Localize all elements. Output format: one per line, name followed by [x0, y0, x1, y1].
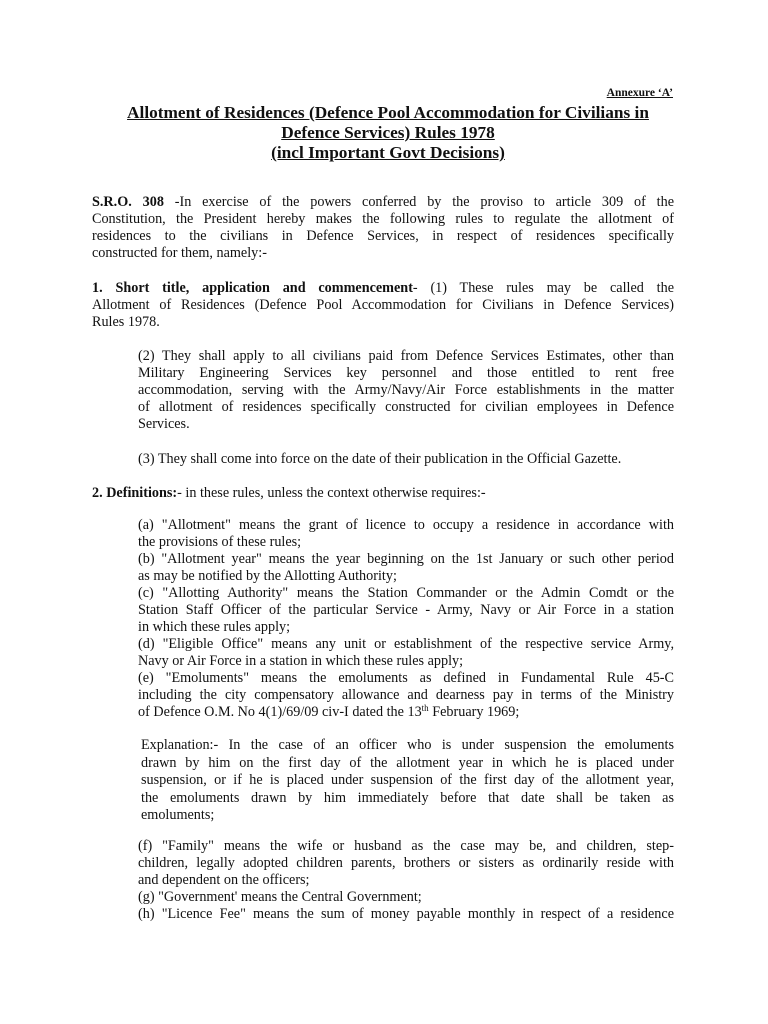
explanation-paragraph	[141, 737, 674, 825]
definition-line: (a) "Allotment" means the grant of licence to occupy a residence in accordance with	[138, 517, 674, 533]
explanation-line: the emoluments drawn by him immediately before that date shall be taken as	[141, 789, 674, 806]
definitions-list	[138, 517, 674, 721]
sro-label: S.R.O. 308	[92, 194, 164, 210]
para-2-line: Military Engineering Services key personnel and those entitled to rent free	[138, 365, 674, 381]
explanation-line: drawn by him on the first day of the allotment year in which he is placed under	[141, 754, 674, 771]
section-2-intro: - in these rules, unless the context otherwise requires:-	[177, 485, 486, 501]
definition-line: (d) "Eligible Office" means any unit or establishment of the respective service Army,	[138, 636, 674, 652]
definitions-list-2	[138, 838, 674, 923]
para-2-line: Services.	[138, 416, 190, 432]
definition-line: as may be notified by the Allotting Authority;	[138, 568, 397, 584]
definition-line: (h) "Licence Fee" means the sum of money payable monthly in respect of a residence	[138, 906, 674, 922]
definition-line: children, legally adopted children parents, brothers or sisters as ordinarily reside with	[138, 855, 674, 871]
para-3-line: (3) They shall come into force on the date of their publication in the Official Gazette.	[138, 451, 622, 467]
section-1-line: Allotment of Residences (Defence Pool Accommodation for Civilians in Defence Services)	[92, 297, 674, 313]
definition-line: (b) "Allotment year" means the year beginning on the 1st January or such other period	[138, 551, 674, 567]
definition-line: (e) "Emoluments" means the emoluments as defined in Fundamental Rule 45-C	[138, 670, 674, 686]
definition-line: including the city compensatory allowance and dearness pay in terms of the Ministry	[138, 687, 674, 703]
para-2-line: (2) They shall apply to all civilians paid from Defence Services Estimates, other than	[138, 348, 674, 364]
definition-line: the provisions of these rules;	[138, 534, 302, 550]
sro-line: constructed for them, namely:-	[92, 245, 267, 261]
explanation-line: suspension, or if he is placed under suspension of the first day of the allotment year,	[141, 772, 674, 788]
definition-line: Station Staff Officer of the particular Service - Army, Navy or Air Force in a station	[138, 602, 674, 618]
explanation-line: Explanation:- In the case of an officer who is under suspension the emoluments	[141, 737, 674, 753]
definition-line: and dependent on the officers;	[138, 872, 310, 888]
section-1-para-3	[138, 451, 674, 468]
definition-line: in which these rules apply;	[138, 619, 291, 635]
superscript: th	[421, 703, 429, 713]
section-1-para-2	[138, 348, 674, 433]
definition-line: (f) "Family" means the wife or husband as the case may be, and children, step-	[138, 838, 674, 854]
section-1-line: - (1) These rules may be called the	[412, 280, 674, 296]
sro-line: -In exercise of the powers conferred by the proviso to article 309 of the	[163, 194, 674, 210]
sro-paragraph	[92, 194, 674, 262]
definition-line-last	[138, 704, 674, 721]
sro-line: Constitution, the President hereby makes the following rules to regulate the allotment of	[92, 211, 674, 227]
section-1-line: Rules 1978.	[92, 314, 160, 330]
sro-line: residences to the civilians in Defence Services, in respect of residences specifically	[92, 228, 674, 244]
definition-text: of Defence O.M. No 4(1)/69/09 civ-I dated the 13	[138, 704, 422, 720]
definition-line: (g) "Government' means the Central Government;	[138, 889, 422, 905]
title-line-2: Defence Services) Rules 1978	[281, 123, 495, 142]
definition-line: (c) "Allotting Authority" means the Station Commander or the Admin Comdt or the	[138, 585, 674, 601]
section-2-heading-line	[92, 485, 674, 502]
explanation-line: emoluments;	[141, 807, 215, 823]
annexure-label: Annexure ‘A’	[606, 87, 673, 99]
section-2-heading: 2. Definitions:	[92, 485, 178, 501]
definition-line: Navy or Air Force in a station in which these rules apply;	[138, 653, 464, 669]
para-2-line: accommodation, serving with the Army/Navy/Air Force establishments in the matter	[138, 382, 674, 398]
document-title	[88, 103, 688, 163]
definition-text: February 1969;	[428, 704, 520, 720]
section-1-heading: 1. Short title, application and commencement	[92, 280, 413, 296]
para-2-line: of allotment of residences specifically constructed for civilian employees in Defence	[138, 399, 674, 415]
section-1-paragraph	[92, 280, 674, 331]
title-line-3: (incl Important Govt Decisions)	[271, 143, 505, 162]
title-line-1: Allotment of Residences (Defence Pool Accommodation for Civilians in	[127, 103, 649, 122]
